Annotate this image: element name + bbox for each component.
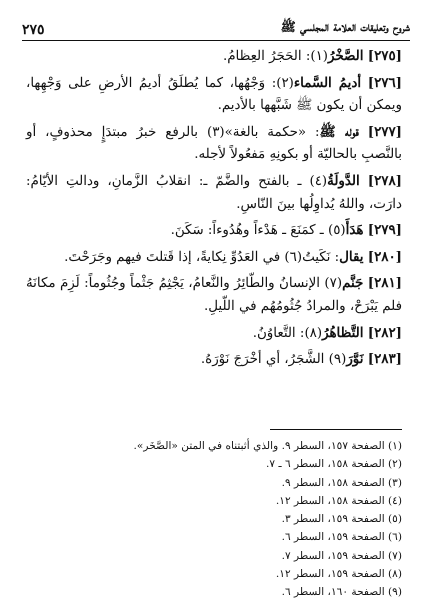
entry-number: [٢٧٦] bbox=[367, 74, 402, 91]
entry-headword: التَّظاهُرُ bbox=[322, 324, 364, 341]
entry-footnote-ref: (٢) bbox=[276, 75, 294, 91]
entry-footnote-ref: (٧) bbox=[324, 276, 343, 292]
footnote: (٥) الصفحة ١٥٩، السطر ٣. bbox=[281, 513, 402, 526]
entry-definition: : نَكَيتُ(٦) في العَدُوِّ نِكايةً، إذا قَتلتَ فيهم وجَرَحْتَ. bbox=[64, 249, 340, 265]
entry-number: [٢٧٨] bbox=[367, 172, 402, 189]
entry-definition: : «حكمة بالغة»(٣) بالرفع خبرُ مبتدَإٍ محذوفٍ، أو بالنَّصبِ بالحاليّة أو بكونِهِ مَفعُولاً لأجله. bbox=[26, 124, 402, 163]
glossary-entry bbox=[26, 219, 402, 243]
entry-headword: الصَّخْرُ bbox=[328, 48, 364, 64]
entry-number: [٢٧٩] bbox=[367, 222, 402, 239]
entry-footnote-ref: (٩) bbox=[328, 352, 347, 368]
entry-definition: ـ بالفتح والضَّمّ ـ: انقلابُ الزَّمانِ، ودالتِ الأيّامُ: دارَت، واللهُ يُداوِلُها بينَ النّاسِ. bbox=[26, 173, 402, 212]
footnote: (١) الصفحة ١٥٧، السطر ٩. والذي أثبتناه في المتن «الصَّخَر». bbox=[133, 440, 402, 452]
page-header bbox=[22, 16, 410, 41]
footnote: (٤) الصفحة ١٥٨، السطر ١٢. bbox=[275, 494, 402, 507]
entry-headword: نَوَّرَ bbox=[346, 351, 364, 368]
entry-headword: الدَّولَةُ bbox=[327, 172, 360, 189]
glossary-entry bbox=[26, 246, 402, 270]
glossary-entry bbox=[26, 72, 402, 118]
entry-definition: : التَّعاوُنُ. bbox=[252, 325, 305, 341]
entry-number: [٢٧٥] bbox=[367, 48, 402, 64]
entry-headword: يقال bbox=[339, 248, 364, 265]
entry-definition: : الحَجَرُ العِظامُ. bbox=[222, 49, 311, 64]
entry-headword: جَنَّم bbox=[342, 275, 364, 292]
entry-footnote-ref: (١) bbox=[310, 49, 329, 64]
entry-footnote-ref: (٨) bbox=[304, 325, 323, 341]
entry-definition: الشَّجَرُ، أي أخْرَجَ نَوْرَهُ. bbox=[200, 352, 329, 368]
entry-headword: قوله ﷺ bbox=[319, 123, 359, 140]
entry-number: [٢٨١] bbox=[367, 275, 402, 292]
footnote-divider bbox=[270, 429, 402, 430]
page-number: ٢٧٥ bbox=[22, 22, 45, 38]
footnote: (٣) الصفحة ١٥٨، السطر ٩. bbox=[281, 476, 402, 489]
entry-footnote-ref: (٥) bbox=[327, 223, 346, 239]
entry-number: [٢٧٧] bbox=[367, 123, 402, 140]
glossary-entry bbox=[26, 348, 402, 372]
footnote: (٩) الصفحة ١٦٠، السطر ٦. bbox=[281, 586, 402, 599]
entry-headword: أديمُ السَّماء bbox=[293, 74, 362, 91]
footnote: (٢) الصفحة ١٥٨، السطر ٦ ـ ٧. bbox=[266, 458, 402, 471]
footnotes-list bbox=[26, 437, 402, 602]
entry-definition: : وَجْهُها، كما يُطلَقُ أديمُ الأرضِ على وَجْهِها، ويمكن أن يكون ﷺ شَبَّهها بالأديم. bbox=[26, 75, 402, 114]
entry-number: [٢٨٣] bbox=[367, 351, 402, 368]
running-head: شروح وتعليقات العلامة المجلسي ﷺ bbox=[280, 19, 410, 34]
entry-definition: الإنسانُ والطّائِرُ والنَّعامُ، يَجْثِمُ جَثْماً وجُثُوماً: لَزِمَ مكانَهُ فلم يَبْرَحْ، والمرادُ جُثُومُهُم في اللّيلِ. bbox=[26, 276, 402, 314]
entry-headword: هَدَأَ bbox=[345, 222, 364, 239]
glossary-entry bbox=[26, 170, 402, 216]
glossary-entry bbox=[26, 45, 402, 69]
entry-number: [٢٨٢] bbox=[367, 324, 402, 341]
entry-definition: ـ كمَنَعَ ـ هَدْءاً وهُدُوءاً: سَكَنَ. bbox=[170, 223, 328, 239]
glossary-entries bbox=[26, 45, 402, 375]
footnote: (٧) الصفحة ١٥٩، السطر ٧. bbox=[281, 549, 402, 562]
glossary-entry bbox=[26, 272, 402, 318]
footnote: (٨) الصفحة ١٥٩، السطر ١٢. bbox=[275, 568, 402, 581]
glossary-entry bbox=[26, 322, 402, 346]
glossary-entry bbox=[26, 121, 402, 167]
entry-number: [٢٨٠] bbox=[367, 248, 402, 265]
footnote: (٦) الصفحة ١٥٩، السطر ٦. bbox=[281, 531, 402, 544]
entry-footnote-ref: (٤) bbox=[309, 173, 328, 189]
